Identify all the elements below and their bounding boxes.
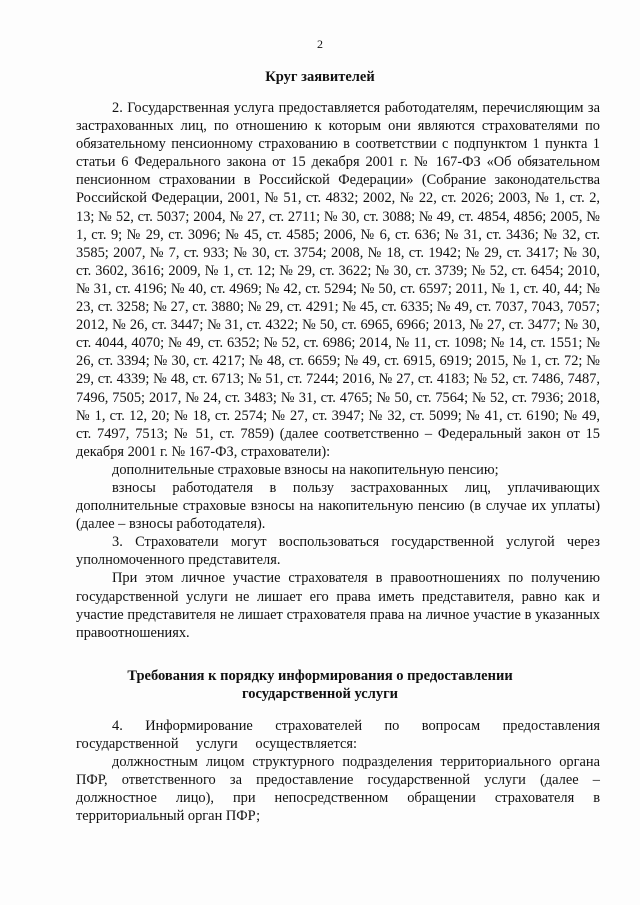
section-title-informing [90,667,550,703]
paragraph-item-3: 3. Страхователи могут воспользоваться государственной услугой через уполномоченного представителя. [76,534,600,569]
paragraph-personal-participation: При этом личное участие страхователя в правоотношениях по получению государственной услуги не лишает его права иметь представителя, равно как и участие представителя не лишает страхователя права на личное участие в указанных правоотношениях. [76,570,600,641]
paragraph-employer-contributions: взносы работодателя в пользу застрахованных лиц, уплачивающих дополнительные страховые взносы на накопительную пенсию (в случае их уплаты) (далее – взносы работодателя). [76,479,600,533]
page-number: 2 [317,37,323,51]
section-title-line-1: Требования к порядку информирования о предоставлении [127,668,513,684]
paragraph-item-2: 2. Государственная услуга предоставляется работодателям, перечисляющим за застрахованных лиц, по отношению к которым они являются страхователями по обязательному пенсионному страхованию в соответствии с подпунктом 1 пункта 1 статьи 6 Федерального закона от 15 декабря 2001 г. № 167-ФЗ «Об обязательном пенсионном страховании в Российской Федерации» (Собрание законодательства Российской Федерации, 2001, № 51, ст. 4832; 2002, № 22, ст. 2026; 2003, № 1, ст. 2, 13; № 52, ст. 5037; 2004, № 27, ст. 2711; № 30, ст. 3088; № 49, ст. 4854, 4856; 2005, № 1, ст. 9; № 29, ст. 3096; № 45, ст. 4585; 2006, № 6, ст. 636; № 31, ст. 3436; № 32, ст. 3585; 2007, № 7, ст. 933; № 30, ст. 3754; 2008, № 18, ст. 1942; № 29, ст. 3417; № 30, ст. 3602, 3616; 2009, № 1, ст. 12; № 29, ст. 3622; № 30, ст. 3739; № 52, ст. 6454; 2010, № 31, ст. 4196; № 40, ст. 4969; № 42, ст. 5294; № 50, ст. 6597; 2011, № 1, ст. 40, 44; № 23, ст. 3258; № 27, ст. 3880; № 29, ст. 4291; № 45, ст. 6335; № 49, ст. 7037, 7043, 7057; 2012, № 26, ст. 3447; № 31, ст. 4322; № 50, ст. 6965, 6966; 2013, № 27, ст. 3477; № 30, ст. 4044, 4070; № 49, ст. 6352; № 52, ст. 6986; 2014, № 11, ст. 1098; № 14, ст. 1551; № 26, ст. 3394; № 30, ст. 4217; № 48, ст. 6659; № 49, ст. 6915, 6919; 2015, № 1, ст. 72; № 29, ст. 4339; № 48, ст. 6713; № 51, ст. 7244; 2016, № 27, ст. 4183; № 52, ст. 7486, 7487, 7496, 7505; 2017, № 24, ст. 3483; № 31, ст. 4765; № 50, ст. 7564; № 52, ст. 7936; 2018, № 1, ст. 12, 20; № 18, ст. 2574; № 27, ст. 3947; № 32, ст. 5099; № 41, ст. 6190; № 49, ст. 7497, 7513; № 51, ст. 7859) (далее соответственно – Федеральный закон от 15 декабря 2001 г. № 167-ФЗ, страхователи): [76,100,600,460]
section-body-applicants [76,99,600,642]
section-title-line-2: государственной услуги [241,686,399,702]
paragraph-additional-contributions: дополнительные страховые взносы на накопительную пенсию; [112,461,499,478]
paragraph-item-4: 4. Информирование страхователей по вопросам предоставления государственной услуги осуществляется: [76,718,600,753]
section-body-informing [76,717,600,826]
paragraph-official-person: должностным лицом структурного подразделения территориального органа ПФР, ответственного за предоставление государственной услуги (далее – должностное лицо), при непосредственном обращении страхователя в территориальный орган ПФР; [76,754,600,825]
section-title-applicants: Круг заявителей [265,69,375,85]
